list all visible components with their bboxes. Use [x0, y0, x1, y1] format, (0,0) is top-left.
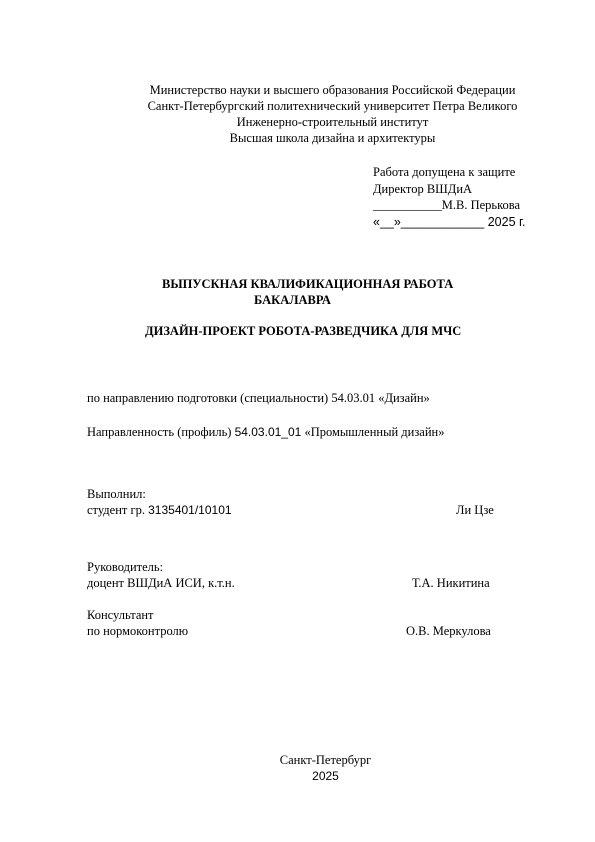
profile-label-end: «Промышленный дизайн» [301, 425, 445, 439]
footer-city: Санкт-Петербург [279, 753, 372, 767]
performer-role [87, 502, 232, 518]
direction-line: по направлению подготовки (специальности) 54.03.01 «Дизайн» [87, 391, 430, 405]
performer-heading: Выполнил: [87, 487, 146, 501]
performer-role-start: студент гр. [87, 503, 149, 517]
school-line: Высшая школа дизайна и архитектуры [229, 131, 436, 145]
profile-code: 54.03.01_01 [234, 425, 302, 439]
footer [28, 752, 595, 784]
consultant-name: О.В. Меркулова [406, 624, 491, 638]
thesis-topic: ДИЗАЙН-ПРОЕКТ РОБОТА-РАЗВЕДЧИКА ДЛЯ МЧС [145, 324, 462, 338]
approval-admitted: Работа допущена к защите [373, 165, 516, 179]
ministry-line: Министерство науки и высшего образования Российской Федерации [149, 83, 516, 97]
approval-director: Директор ВШДиА [373, 181, 473, 196]
university-line: Санкт-Петербургский политехнический университет Петра Великого [147, 99, 518, 113]
profile-label-start: Направленность (профиль) [87, 425, 235, 439]
approval-date-blank: «__»____________ [373, 214, 485, 229]
approval-date-year: 2025 г. [484, 214, 526, 229]
performer-name: Ли Цзе [456, 503, 494, 517]
approval-block [373, 164, 526, 230]
thesis-type [162, 276, 453, 308]
performer-group: 3135401/10101 [148, 503, 232, 517]
organization-header [35, 82, 595, 146]
thesis-type-line2: БАКАЛАВРА [254, 293, 331, 307]
approval-date [373, 214, 526, 231]
profile-line [87, 424, 444, 440]
thesis-type-line1: ВЫПУСКНАЯ КВАЛИФИКАЦИОННАЯ РАБОТА [162, 277, 454, 291]
supervisor-role: доцент ВШДиА ИСИ, к.т.н. [87, 576, 235, 590]
consultant-role: по нормоконтролю [87, 624, 189, 638]
supervisor-name: Т.А. Никитина [412, 576, 490, 590]
supervisor-heading: Руководитель: [87, 560, 164, 574]
approval-signature: ___________М.В. Перькова [373, 198, 521, 212]
consultant-heading: Консультант [87, 608, 154, 622]
footer-year: 2025 [312, 769, 339, 783]
institute-line: Инженерно-строительный институт [236, 115, 429, 129]
